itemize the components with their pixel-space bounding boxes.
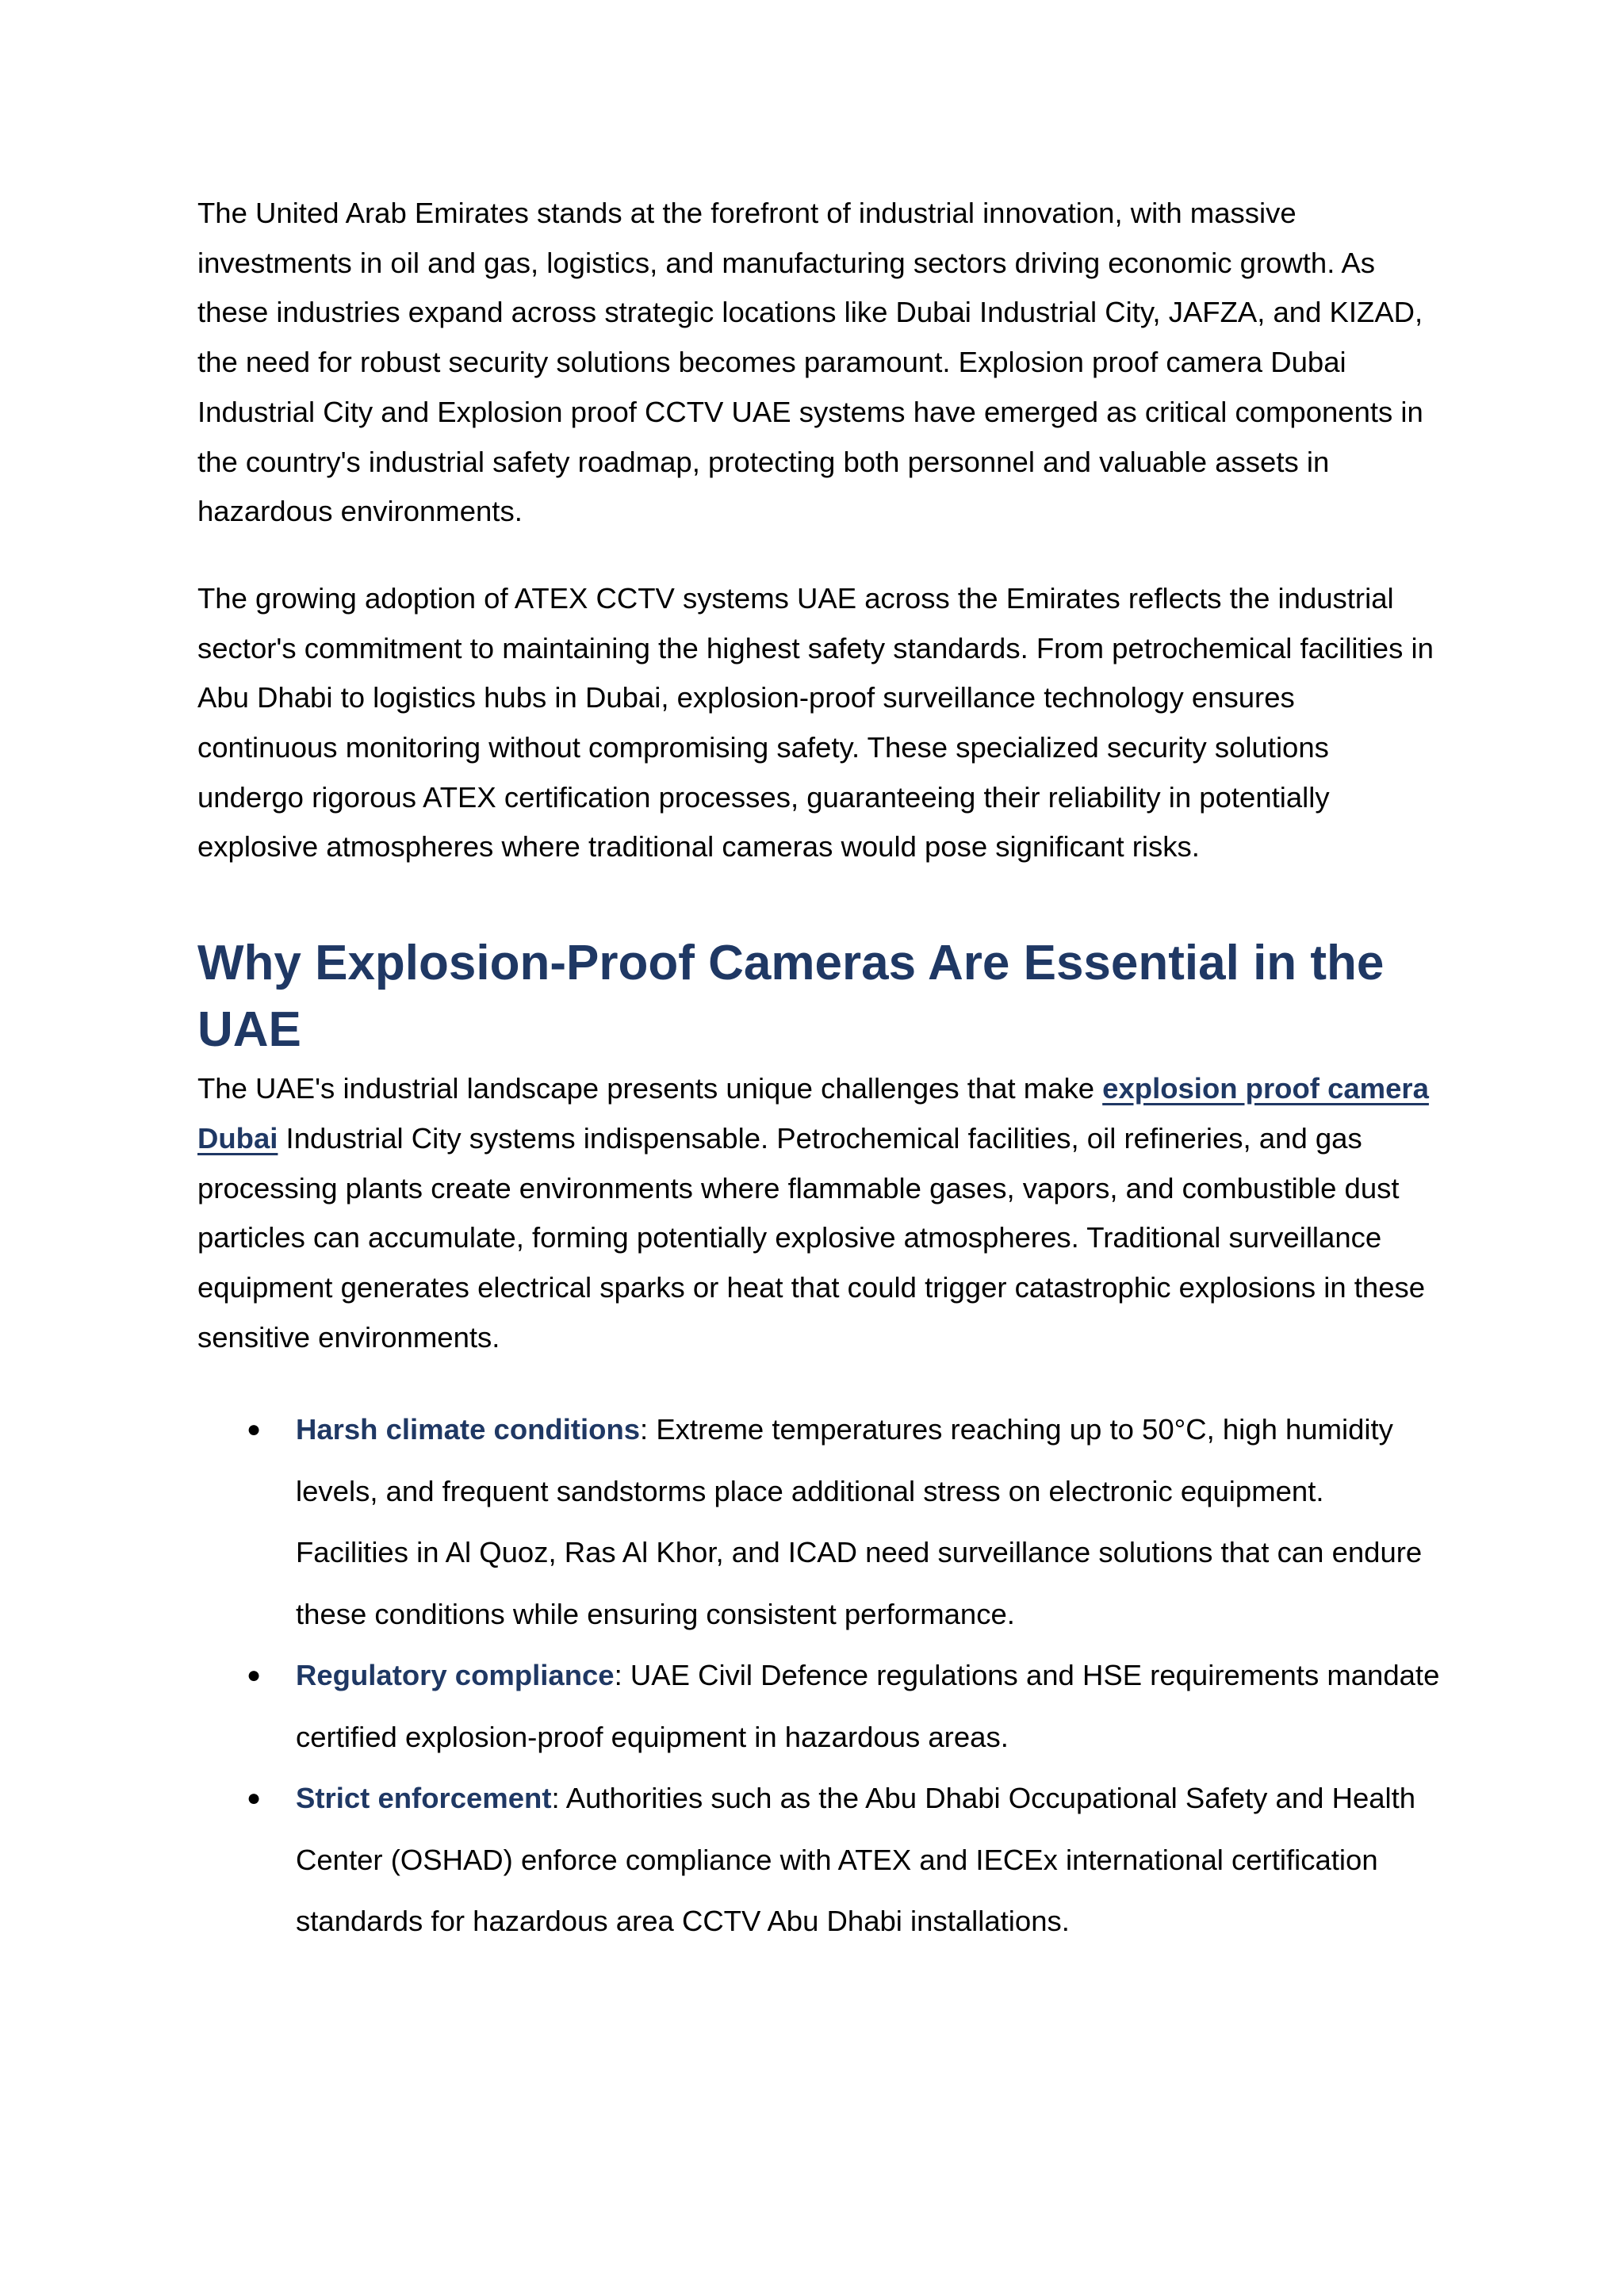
bullet-text: : Authorities such as the Abu Dhabi Occupational Safety and Health Center (OSHAD) enforce compliance with ATEX and IECEx international certification standards for hazardous area CCTV Abu Dhabi installations. [296, 1782, 1416, 1938]
list-item-regulatory-compliance [197, 1645, 1442, 1767]
document-body [197, 189, 1442, 1952]
bullet-icon: ● [247, 1416, 262, 1443]
section-heading: Why Explosion-Proof Cameras Are Essential in the UAE [197, 936, 1385, 1058]
bullet-text: : Extreme temperatures reaching up to 50°C, high humidity levels, and frequent sandstorms place additional stress on electronic equipment. Facilities in Al Quoz, Ras Al Khor, and ICAD need surveillance solutions that can endure these conditions while ensuring consistent performance. [296, 1413, 1423, 1630]
explosion-proof-camera-link[interactable]: explosion proof camera Dubai [197, 1072, 1429, 1155]
bullet-icon: ● [247, 1662, 262, 1689]
bullet-icon: ● [247, 1785, 262, 1812]
bullet-term: Regulatory compliance [296, 1659, 615, 1692]
bullet-term: Strict enforcement [296, 1782, 552, 1815]
section-paragraph-lead: The UAE's industrial landscape presents unique challenges that make [197, 1072, 1103, 1105]
section-paragraph [197, 1064, 1442, 1362]
bullet-list [197, 1399, 1442, 1952]
intro-paragraph-2: The growing adoption of ATEX CCTV systems UAE across the Emirates reflects the industrial sector's commitment to maintaining the highest safety standards. From petrochemical facilities in Abu Dhabi to logistics hubs in Dubai, explosion-proof surveillance technology ensures continuous monitoring without compromising safety. These specialized security solutions undergo rigorous ATEX certification processes, guaranteeing their reliability in potentially explosive atmospheres where traditional cameras would pose significant risks. [197, 581, 1434, 864]
list-item-strict-enforcement [197, 1767, 1442, 1952]
intro-paragraph-1: The United Arab Emirates stands at the forefront of industrial innovation, with massive investments in oil and gas, logistics, and manufacturing sectors driving economic growth. As these industries expand across strategic locations like Dubai Industrial City, JAFZA, and KIZAD, the need for robust security solutions becomes paramount. Explosion proof camera Dubai Industrial City and Explosion proof CCTV UAE systems have emerged as critical components in the country's industrial safety roadmap, protecting both personnel and valuable assets in hazardous environments. [197, 197, 1423, 528]
bullet-text: : UAE Civil Defence regulations and HSE requirements mandate certified explosion-proof equipment in hazardous areas. [296, 1659, 1440, 1753]
section-paragraph-rest: Industrial City systems indispensable. Petrochemical facilities, oil refineries, and gas processing plants create environments where flammable gases, vapors, and combustible dust particles can accumulate, forming potentially explosive atmospheres. Traditional surveillance equipment generates electrical sparks or heat that could trigger catastrophic explosions in these sensitive environments. [197, 1121, 1426, 1354]
list-item-harsh-climate [197, 1399, 1442, 1645]
bullet-term: Harsh climate conditions [296, 1413, 641, 1446]
